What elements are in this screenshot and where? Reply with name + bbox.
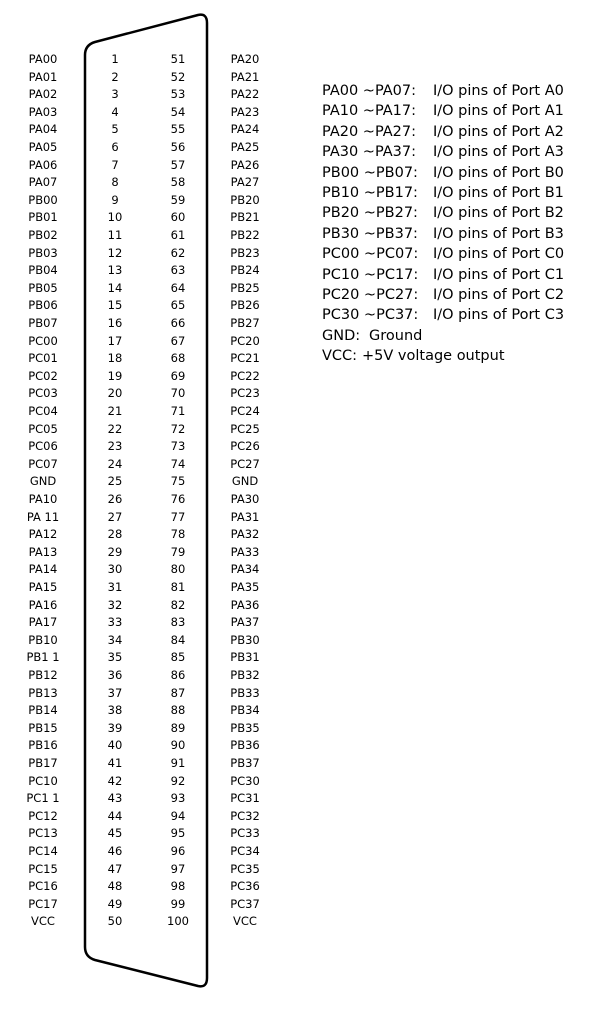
pin-label-right: PA35 xyxy=(230,580,260,594)
pin-number-left: 43 xyxy=(107,791,123,806)
pin-number-left: 34 xyxy=(107,632,123,647)
pin-label-left: PC06 xyxy=(28,439,58,454)
pin-number-left: 28 xyxy=(107,527,123,542)
pin-label-left: PA 11 xyxy=(26,509,60,524)
pin-label-right: PC33 xyxy=(230,826,260,841)
pin-label-left: PB15 xyxy=(28,720,58,735)
pin-label-right: PB35 xyxy=(230,720,260,735)
pin-label-right: PB24 xyxy=(230,263,260,278)
pin-label-left: GND xyxy=(29,474,57,489)
pin-number-right: 82 xyxy=(170,597,186,612)
pin-label-left: PB13 xyxy=(28,685,58,700)
pin-label-left: PB14 xyxy=(28,703,58,718)
pin-label-left: PB06 xyxy=(28,298,58,313)
pin-number-left: 19 xyxy=(107,368,123,383)
pin-label-right: PC32 xyxy=(230,808,260,823)
legend-signals: PA10 ~PA17: xyxy=(322,103,417,120)
legend-line xyxy=(322,244,564,264)
pin-label-right: PC34 xyxy=(230,844,260,858)
pin-number-right: 83 xyxy=(170,615,186,630)
pin-number-right: 80 xyxy=(170,562,186,577)
legend-line xyxy=(322,81,564,101)
legend-signals: PC10 ~PC17: xyxy=(322,266,419,283)
pin-label-right: PA30 xyxy=(230,492,260,506)
pin-number-right: 87 xyxy=(170,685,186,700)
pin-number-right: 93 xyxy=(170,791,186,806)
pin-label-right: PA36 xyxy=(230,597,260,612)
pin-label-right: PC22 xyxy=(230,368,260,383)
pin-number-right: 64 xyxy=(170,280,186,295)
pin-label-right: PA22 xyxy=(230,87,260,102)
pin-label-right: PC31 xyxy=(230,791,260,806)
legend-description: I/O pins of Port B1 xyxy=(433,185,564,202)
legend-line xyxy=(322,326,564,346)
pin-number-left: 9 xyxy=(111,192,119,207)
pin-label-right: PA26 xyxy=(230,157,260,172)
pin-number-right: 54 xyxy=(170,104,186,119)
pin-label-left: PC10 xyxy=(28,773,58,788)
pin-number-right: 92 xyxy=(170,773,186,788)
pin-label-left: PC01 xyxy=(28,351,58,366)
pin-number-right: 76 xyxy=(170,492,186,506)
legend-description: Ground xyxy=(369,327,423,344)
pin-label-left: PC02 xyxy=(28,368,58,383)
pin-number-right: 67 xyxy=(170,333,186,348)
pin-label-right: PC36 xyxy=(230,879,260,894)
pin-number-right: 75 xyxy=(170,474,186,489)
pin-number-right: 60 xyxy=(170,210,186,225)
pin-label-left: PA16 xyxy=(28,597,58,612)
legend-signals: GND: xyxy=(322,327,361,344)
pin-number-left: 37 xyxy=(107,685,123,700)
pin-number-right: 97 xyxy=(170,861,186,876)
pin-label-left: PB16 xyxy=(28,738,58,753)
pin-number-right: 57 xyxy=(170,157,186,172)
pin-number-left: 2 xyxy=(111,69,119,84)
pin-legend xyxy=(322,81,564,367)
pin-number-left: 20 xyxy=(107,386,123,401)
pin-number-left: 39 xyxy=(107,720,123,735)
pin-label-left: PC1 1 xyxy=(26,791,60,806)
pin-label-right: PB20 xyxy=(230,192,260,207)
pin-label-left: PA03 xyxy=(28,104,58,119)
pin-number-right: 90 xyxy=(170,738,186,753)
pin-label-left: PB10 xyxy=(28,632,58,647)
legend-description: I/O pins of Port B0 xyxy=(433,164,564,181)
legend-description: I/O pins of Port B3 xyxy=(433,225,564,242)
pin-label-right: PB31 xyxy=(230,650,260,665)
pin-number-left: 31 xyxy=(107,580,123,594)
pin-label-right: PC25 xyxy=(230,421,260,436)
pin-label-right: PC23 xyxy=(230,386,260,401)
pin-number-left: 48 xyxy=(107,879,123,894)
pin-label-left: PB1 1 xyxy=(26,650,60,665)
pin-label-left: PC14 xyxy=(28,844,58,858)
legend-line xyxy=(322,122,564,142)
legend-description: I/O pins of Port C3 xyxy=(433,307,565,324)
pin-label-right: GND xyxy=(231,474,259,489)
pin-number-right: 98 xyxy=(170,879,186,894)
pin-number-left: 33 xyxy=(107,615,123,630)
legend-signals: PB00 ~PB07: xyxy=(322,164,418,181)
pin-label-left: PA13 xyxy=(28,544,58,559)
pin-label-right: PC35 xyxy=(230,861,260,876)
pin-number-left: 6 xyxy=(111,140,119,154)
pin-label-left: PB00 xyxy=(28,192,58,207)
pin-label-right: PA23 xyxy=(230,104,260,119)
pin-number-left: 27 xyxy=(107,509,123,524)
pin-label-right: PC37 xyxy=(230,896,260,911)
pin-label-right: PA24 xyxy=(230,122,260,137)
pin-label-left: PC04 xyxy=(28,404,58,418)
pin-number-right: 56 xyxy=(170,140,186,154)
legend-description: I/O pins of Port C0 xyxy=(433,246,565,263)
pin-label-right: PA31 xyxy=(230,509,260,524)
pin-label-right: PB34 xyxy=(230,703,260,718)
pin-number-right: 65 xyxy=(170,298,186,313)
pin-label-left: PB03 xyxy=(28,245,58,260)
pin-label-right: PB33 xyxy=(230,685,260,700)
legend-signals: PB30 ~PB37: xyxy=(322,225,418,242)
pin-number-left: 15 xyxy=(107,298,123,313)
pin-number-right: 95 xyxy=(170,826,186,841)
pin-number-right: 79 xyxy=(170,544,186,559)
pin-number-right: 61 xyxy=(170,228,186,242)
pin-number-right: 81 xyxy=(170,580,186,594)
pin-number-right: 62 xyxy=(170,245,186,260)
pin-number-left: 26 xyxy=(107,492,123,506)
pin-label-right: PB23 xyxy=(230,245,260,260)
pin-label-left: PB05 xyxy=(28,280,58,295)
pin-number-right: 94 xyxy=(170,808,186,823)
pin-number-right: 55 xyxy=(170,122,186,137)
pin-label-right: PA25 xyxy=(230,140,260,154)
legend-signals: PA00 ~PA07: xyxy=(322,83,417,99)
pin-number-left: 14 xyxy=(107,280,123,295)
legend-signals: PB20 ~PB27: xyxy=(322,205,418,222)
pin-label-left: PA15 xyxy=(28,580,58,594)
pin-number-left: 13 xyxy=(107,263,123,278)
pin-number-right: 99 xyxy=(170,896,186,911)
pin-number-right: 88 xyxy=(170,703,186,718)
pin-label-right: PB37 xyxy=(230,756,260,770)
pin-number-left: 21 xyxy=(107,404,123,418)
pin-number-left: 8 xyxy=(111,175,119,190)
legend-description: I/O pins of Port A0 xyxy=(433,83,564,99)
pin-number-left: 16 xyxy=(107,316,123,330)
pin-number-right: 96 xyxy=(170,844,186,858)
pin-number-right: 100 xyxy=(167,914,189,929)
pin-label-right: PA32 xyxy=(230,527,260,542)
pin-label-left: PC05 xyxy=(28,421,58,436)
pin-number-left: 3 xyxy=(111,87,119,102)
pin-number-right: 73 xyxy=(170,439,186,454)
pin-number-left: 5 xyxy=(111,122,119,137)
pin-label-right: PC26 xyxy=(230,439,260,454)
pin-number-left: 10 xyxy=(107,210,123,225)
pin-label-right: PA20 xyxy=(230,52,260,66)
legend-line xyxy=(322,101,564,121)
pin-number-left: 47 xyxy=(107,861,123,876)
pin-label-right: PB25 xyxy=(230,280,260,295)
pin-label-left: PA10 xyxy=(28,492,58,506)
pin-label-left: PC12 xyxy=(28,808,58,823)
pin-label-left: PB17 xyxy=(28,756,58,770)
pin-number-left: 11 xyxy=(107,228,123,242)
legend-signals: PC30 ~PC37: xyxy=(322,307,419,324)
pin-number-left: 1 xyxy=(111,52,119,66)
pin-number-left: 7 xyxy=(111,157,119,172)
pin-label-right: PB36 xyxy=(230,738,260,753)
pin-number-right: 91 xyxy=(170,756,186,770)
pin-number-left: 4 xyxy=(111,104,119,119)
pin-label-left: PA04 xyxy=(28,122,58,137)
pin-number-left: 32 xyxy=(107,597,123,612)
pin-number-left: 36 xyxy=(107,668,123,682)
pin-label-right: PA37 xyxy=(230,615,260,630)
pin-number-right: 69 xyxy=(170,368,186,383)
pin-label-left: PA12 xyxy=(28,527,58,542)
legend-description: I/O pins of Port B2 xyxy=(433,205,564,222)
pin-number-right: 59 xyxy=(170,192,186,207)
pin-number-left: 49 xyxy=(107,896,123,911)
legend-line xyxy=(322,285,564,305)
pin-number-right: 63 xyxy=(170,263,186,278)
pin-number-left: 17 xyxy=(107,333,123,348)
pin-label-left: PA00 xyxy=(28,52,58,66)
pin-number-left: 22 xyxy=(107,421,123,436)
pin-label-left: VCC xyxy=(31,914,55,929)
pin-number-right: 68 xyxy=(170,351,186,366)
pin-label-left: PA07 xyxy=(28,175,58,190)
pin-label-right: PB21 xyxy=(230,210,260,225)
pin-number-left: 42 xyxy=(107,773,123,788)
pin-number-right: 70 xyxy=(170,386,186,401)
pin-number-left: 35 xyxy=(107,650,123,665)
pin-number-right: 71 xyxy=(170,404,186,418)
pin-label-left: PA02 xyxy=(28,87,58,102)
pin-label-left: PB12 xyxy=(28,668,58,682)
pin-number-left: 46 xyxy=(107,844,123,858)
legend-description: I/O pins of Port A1 xyxy=(433,103,564,120)
pin-label-right: PC27 xyxy=(230,456,260,471)
pin-label-right: PB27 xyxy=(230,316,260,330)
pin-number-left: 41 xyxy=(107,756,123,770)
legend-line xyxy=(322,163,564,183)
legend-description: I/O pins of Port C2 xyxy=(433,287,565,304)
pin-label-left: PB02 xyxy=(28,228,58,242)
legend-description: I/O pins of Port A2 xyxy=(433,123,564,140)
pin-number-right: 74 xyxy=(170,456,186,471)
pin-number-left: 29 xyxy=(107,544,123,559)
legend-line xyxy=(322,265,564,285)
legend-line xyxy=(322,346,564,366)
pin-number-right: 77 xyxy=(170,509,186,524)
pin-label-left: PC13 xyxy=(28,826,58,841)
pin-number-right: 52 xyxy=(170,69,186,84)
pin-label-left: PC17 xyxy=(28,896,58,911)
pin-number-right: 89 xyxy=(170,720,186,735)
legend-signals: PB10 ~PB17: xyxy=(322,185,418,202)
pin-label-right: PC20 xyxy=(230,333,260,348)
pin-label-left: PC03 xyxy=(28,386,58,401)
pin-label-right: PC30 xyxy=(230,773,260,788)
legend-description: I/O pins of Port C1 xyxy=(433,266,565,283)
pin-number-right: 66 xyxy=(170,316,186,330)
legend-signals: VCC: xyxy=(322,348,358,365)
pin-number-left: 18 xyxy=(107,351,123,366)
pin-label-right: PA21 xyxy=(230,69,260,84)
pin-label-left: PA14 xyxy=(28,562,58,577)
pin-label-right: PC21 xyxy=(230,351,260,366)
legend-signals: PC00 ~PC07: xyxy=(322,246,419,263)
legend-description: +5V voltage output xyxy=(362,348,505,365)
pin-number-right: 53 xyxy=(170,87,186,102)
pin-number-left: 12 xyxy=(107,245,123,260)
pin-label-right: PB30 xyxy=(230,632,260,647)
pin-label-right: PB26 xyxy=(230,298,260,313)
pin-label-right: PB22 xyxy=(230,228,260,242)
pin-label-left: PB01 xyxy=(28,210,58,225)
pin-label-right: PA34 xyxy=(230,562,260,577)
pin-label-left: PA06 xyxy=(28,157,58,172)
legend-line xyxy=(322,142,564,162)
pin-number-left: 25 xyxy=(107,474,123,489)
pin-label-left: PB04 xyxy=(28,263,58,278)
pin-number-right: 84 xyxy=(170,632,186,647)
pin-number-left: 50 xyxy=(107,914,123,929)
pin-label-left: PC15 xyxy=(28,861,58,876)
pin-label-left: PA05 xyxy=(28,140,58,154)
pin-label-left: PB07 xyxy=(28,316,58,330)
legend-signals: PA30 ~PA37: xyxy=(322,144,417,161)
legend-signals: PC20 ~PC27: xyxy=(322,287,419,304)
legend-line xyxy=(322,183,564,203)
pin-label-right: VCC xyxy=(233,914,257,929)
pin-label-right: PC24 xyxy=(230,404,260,418)
pin-number-right: 51 xyxy=(170,52,186,66)
pin-label-left: PA17 xyxy=(28,615,58,630)
pin-number-left: 45 xyxy=(107,826,123,841)
legend-signals: PA20 ~PA27: xyxy=(322,123,417,140)
legend-line xyxy=(322,203,564,223)
pin-label-left: PA01 xyxy=(28,69,58,84)
pin-number-left: 23 xyxy=(107,439,123,454)
pin-number-right: 86 xyxy=(170,668,186,682)
pin-number-right: 78 xyxy=(170,527,186,542)
pin-label-left: PC00 xyxy=(28,333,58,348)
pin-label-left: PC16 xyxy=(28,879,58,894)
pin-number-right: 85 xyxy=(170,650,186,665)
pin-label-left: PC07 xyxy=(28,456,58,471)
pin-number-right: 72 xyxy=(170,421,186,436)
legend-line xyxy=(322,305,564,325)
legend-line xyxy=(322,224,564,244)
pin-label-right: PA33 xyxy=(230,544,260,559)
pin-number-left: 30 xyxy=(107,562,123,577)
pin-number-right: 58 xyxy=(170,175,186,190)
pin-number-left: 24 xyxy=(107,456,123,471)
pin-number-left: 38 xyxy=(107,703,123,718)
pin-label-right: PA27 xyxy=(230,175,260,190)
pin-label-right: PB32 xyxy=(230,668,260,682)
legend-description: I/O pins of Port A3 xyxy=(433,144,564,161)
pin-number-left: 44 xyxy=(107,808,123,823)
pin-number-left: 40 xyxy=(107,738,123,753)
